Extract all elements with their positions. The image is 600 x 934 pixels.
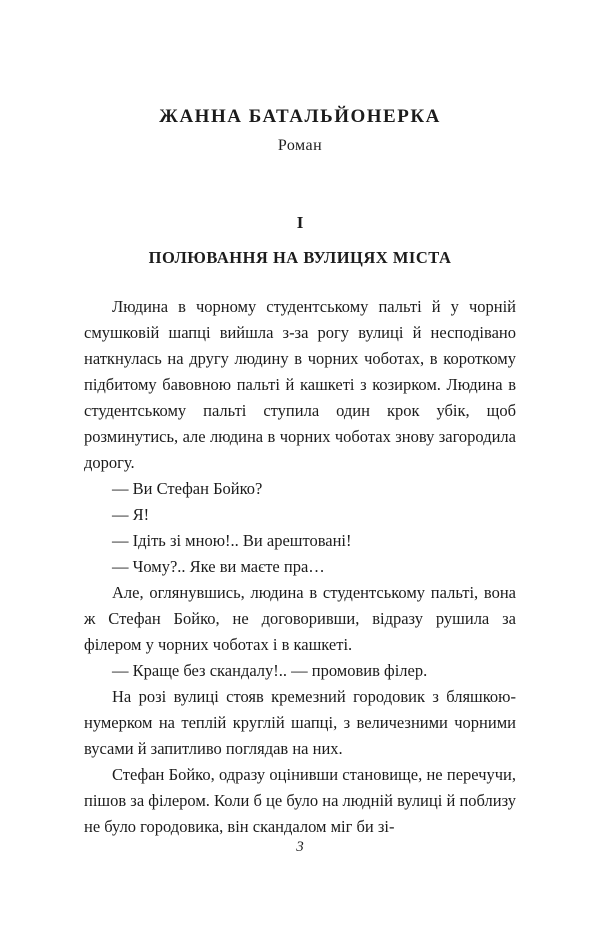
book-title: ЖАННА БАТАЛЬЙОНЕРКА bbox=[159, 106, 441, 127]
paragraph: Людина в чорному студентському пальті й у чорній смушковій шапці вийшла з-за рогу вулиці й несподівано наткнулась на другу людину в чорних чоботах, в короткому підбитому бавовною пальті й кашкеті з козирком. Людина в студентському пальті ступила один крок убік, щоб розминутись, але людина в чорних чоботах знову загородила дорогу. bbox=[84, 297, 516, 472]
paragraph: Стефан Бойко, одразу оцінивши становище, не перечучи, пішов за філером. Коли б це було на людній вулиці й поблизу не було городовика, він скандалом міг би зі- bbox=[84, 765, 516, 836]
dialogue-line: — Я! bbox=[112, 505, 150, 524]
chapter-title: ПОЛЮВАННЯ НА ВУЛИЦЯХ МІСТА bbox=[148, 248, 452, 267]
dialogue-line: — Ви Стефан Бойко? bbox=[112, 479, 263, 498]
page-number: 3 bbox=[296, 839, 304, 855]
paragraph: На розі вулиці стояв кремезний городовик з бляшкою-нумерком на теплій круглій шапці, з величезними чорними вусами й запитливо поглядав на них. bbox=[84, 687, 516, 758]
dialogue-line: — Краще без скандалу!.. — промовив філер. bbox=[112, 661, 428, 680]
body-text bbox=[84, 294, 516, 840]
dialogue-line: — Чому?.. Яке ви маєте пра… bbox=[112, 557, 325, 576]
book-subtitle: Роман bbox=[277, 137, 323, 154]
paragraph: Але, оглянувшись, людина в студентському пальті, вона ж Стефан Бойко, не договоривши, відразу рушила за філером у чорних чоботах і в кашкеті. bbox=[84, 583, 516, 654]
dialogue-line: — Ідіть зі мною!.. Ви арештовані! bbox=[112, 531, 352, 550]
chapter-number: I bbox=[296, 213, 304, 232]
